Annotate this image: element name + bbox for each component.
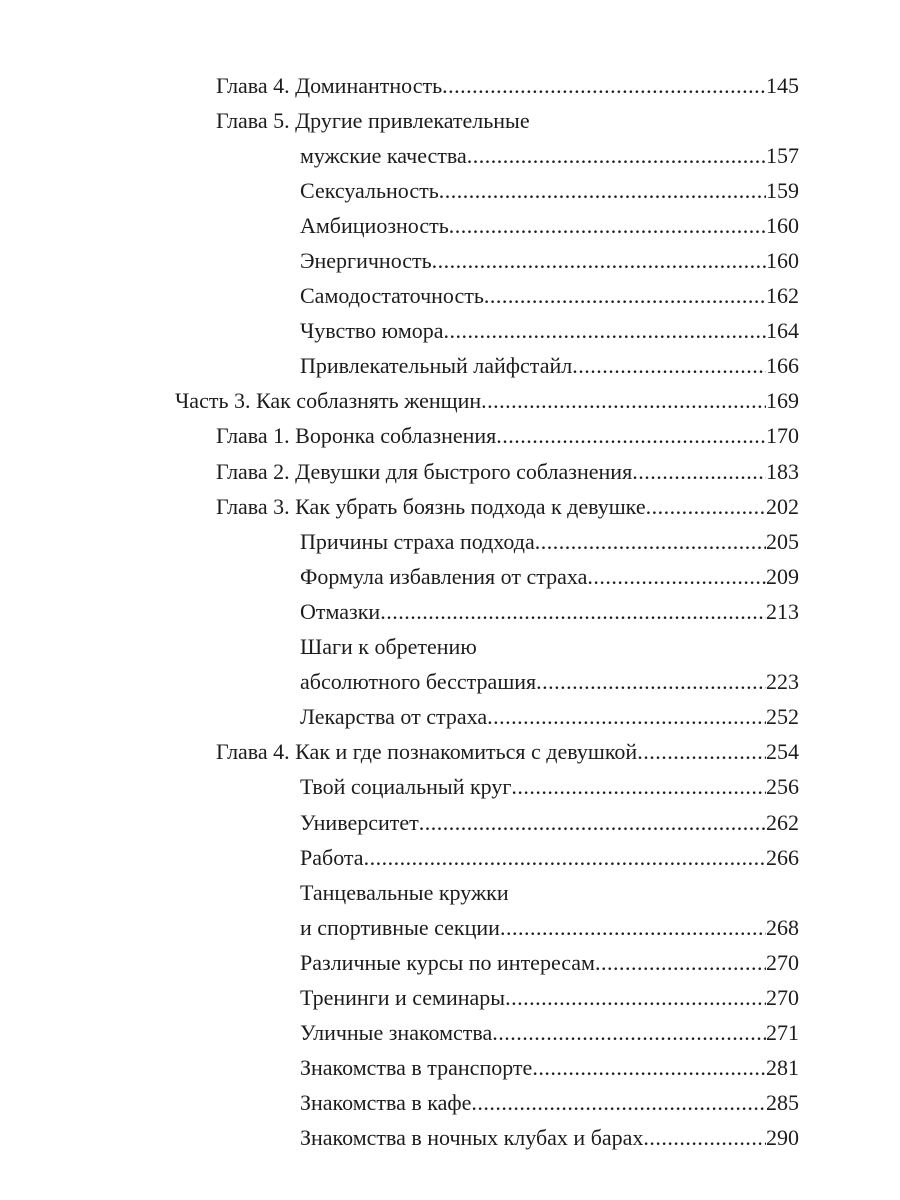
toc-line — [300, 630, 799, 665]
toc-entry-page: 281 — [766, 1055, 799, 1081]
toc-entry — [0, 594, 900, 629]
dot-leader — [419, 810, 766, 836]
table-of-contents — [0, 68, 900, 1156]
toc-entry — [0, 735, 900, 770]
toc-line — [300, 1016, 799, 1051]
toc-line — [216, 735, 799, 770]
dot-leader — [505, 985, 766, 1011]
toc-line — [216, 454, 799, 489]
dot-leader — [481, 388, 766, 414]
toc-line — [216, 103, 799, 138]
toc-entry — [0, 419, 900, 454]
toc-entry-page: 164 — [766, 318, 799, 344]
toc-entry — [0, 559, 900, 594]
toc-line — [216, 68, 799, 103]
toc-line — [300, 910, 799, 945]
toc-entry — [0, 243, 900, 278]
toc-entry — [0, 68, 900, 103]
dot-leader — [484, 283, 766, 309]
toc-entry-page: 202 — [766, 493, 799, 519]
dot-leader — [637, 739, 766, 765]
toc-entry-title: Глава 3. Как убрать боязнь подхода к девушке — [216, 493, 646, 519]
toc-entry-title: Причины страха подхода — [300, 528, 535, 554]
toc-entry — [0, 454, 900, 489]
toc-entry-page: 290 — [766, 1125, 799, 1151]
toc-entry — [0, 1086, 900, 1121]
toc-entry-page: 183 — [766, 458, 799, 484]
toc-entry-title: Различные курсы по интересам — [300, 949, 595, 975]
toc-entry — [0, 980, 900, 1015]
toc-entry — [0, 665, 900, 700]
toc-entry-page: 162 — [766, 283, 799, 309]
dot-leader — [572, 353, 766, 379]
dot-leader — [643, 1125, 766, 1151]
toc-entry-title: Сексуальность — [300, 177, 439, 203]
toc-entry-page: 209 — [766, 563, 799, 589]
toc-entry-page: 169 — [766, 388, 799, 414]
toc-entry-title: Работа — [300, 844, 364, 870]
toc-entry-page: 160 — [766, 248, 799, 274]
toc-entry-title: Знакомства в транспорте — [300, 1055, 533, 1081]
dot-leader — [471, 1090, 766, 1116]
toc-entry — [0, 1121, 900, 1156]
toc-entry-title: Самодостаточность — [300, 283, 484, 309]
toc-entry — [0, 489, 900, 524]
toc-entry-title: мужские качества — [300, 142, 467, 168]
toc-line — [300, 349, 799, 384]
dot-leader — [492, 1020, 766, 1046]
toc-entry-page: 256 — [766, 774, 799, 800]
toc-entry-page: 170 — [766, 423, 799, 449]
toc-entry — [0, 910, 900, 945]
toc-entry-page: 254 — [766, 739, 799, 765]
toc-line — [300, 665, 799, 700]
toc-entry-title: абсолютного бесстрашия — [300, 669, 537, 695]
toc-entry — [0, 700, 900, 735]
toc-entry — [0, 945, 900, 980]
toc-line — [216, 489, 799, 524]
toc-entry-page: 266 — [766, 844, 799, 870]
toc-entry-title: Отмазки — [300, 598, 381, 624]
toc-line — [300, 243, 799, 278]
dot-leader — [496, 423, 766, 449]
toc-entry-page: 166 — [766, 353, 799, 379]
toc-line — [300, 1086, 799, 1121]
toc-entry-title: Глава 2. Девушки для быстрого соблазнения — [216, 458, 633, 484]
toc-entry-page: 213 — [766, 598, 799, 624]
toc-entry — [0, 279, 900, 314]
toc-entry-title: Университет — [300, 809, 419, 835]
toc-line — [300, 173, 799, 208]
toc-line — [300, 559, 799, 594]
toc-line — [300, 770, 799, 805]
toc-entry — [0, 349, 900, 384]
dot-leader — [364, 845, 766, 871]
dot-leader — [467, 143, 766, 169]
dot-leader — [536, 669, 766, 695]
dot-leader — [487, 704, 766, 730]
toc-entry-title: Глава 1. Воронка соблазнения — [216, 423, 497, 449]
toc-line — [300, 524, 799, 559]
dot-leader — [595, 950, 766, 976]
toc-entry-title: Лекарства от страха — [300, 704, 488, 730]
toc-entry-title: Тренинги и семинары — [300, 984, 506, 1010]
toc-entry — [0, 314, 900, 349]
toc-line — [175, 384, 799, 419]
toc-entry-title: Танцевальные кружки — [300, 879, 509, 905]
dot-leader — [500, 915, 766, 941]
toc-entry-title: Амбициозность — [300, 212, 449, 238]
toc-entry — [0, 384, 900, 419]
toc-entry-page: 285 — [766, 1090, 799, 1116]
toc-entry-title: Знакомства в ночных клубах и барах — [300, 1125, 644, 1151]
toc-entry-title: Часть 3. Как соблазнять женщин — [175, 388, 482, 414]
toc-entry-title: Глава 5. Другие привлекательные — [216, 107, 530, 133]
toc-line — [300, 208, 799, 243]
dot-leader — [532, 1055, 766, 1081]
dot-leader — [444, 318, 766, 344]
toc-entry — [0, 138, 900, 173]
toc-line — [300, 700, 799, 735]
dot-leader — [535, 529, 766, 555]
toc-entry-page: 252 — [766, 704, 799, 730]
toc-entry — [0, 173, 900, 208]
toc-line — [300, 1051, 799, 1086]
toc-entry-page: 157 — [766, 142, 799, 168]
dot-leader — [646, 494, 766, 520]
toc-entry-page: 145 — [766, 72, 799, 98]
toc-entry — [0, 770, 900, 805]
toc-entry-page: 270 — [766, 984, 799, 1010]
toc-line — [300, 314, 799, 349]
toc-entry-page: 271 — [766, 1020, 799, 1046]
toc-line — [300, 945, 799, 980]
toc-entry-page: 160 — [766, 212, 799, 238]
toc-entry-page: 262 — [766, 809, 799, 835]
toc-entry-title: Шаги к обретению — [300, 634, 477, 660]
toc-entry-page: 270 — [766, 949, 799, 975]
toc-line — [216, 419, 799, 454]
dot-leader — [511, 774, 766, 800]
dot-leader — [449, 213, 766, 239]
dot-leader — [632, 459, 766, 485]
toc-entry-title: Твой социальный круг — [300, 774, 512, 800]
toc-entry-title: Уличные знакомства — [300, 1020, 493, 1046]
toc-line — [300, 875, 799, 910]
toc-entry — [0, 103, 900, 138]
toc-entry-title: Формула избавления от страха — [300, 563, 588, 589]
toc-entry — [0, 1051, 900, 1086]
toc-entry-title: и спортивные секции — [300, 914, 500, 940]
toc-entry — [0, 1016, 900, 1051]
toc-entry-title: Глава 4. Как и где познакомиться с девушкой — [216, 739, 638, 765]
dot-leader — [587, 564, 766, 590]
toc-line — [300, 805, 799, 840]
toc-line — [300, 1121, 799, 1156]
toc-entry-page: 268 — [766, 914, 799, 940]
toc-entry — [0, 840, 900, 875]
dot-leader — [442, 73, 766, 99]
toc-entry-title: Чувство юмора — [300, 318, 444, 344]
toc-entry — [0, 630, 900, 665]
toc-entry-page: 223 — [766, 669, 799, 695]
toc-entry-title: Глава 4. Доминантность — [216, 72, 443, 98]
toc-entry — [0, 875, 900, 910]
toc-line — [300, 594, 799, 629]
toc-entry — [0, 208, 900, 243]
toc-line — [300, 980, 799, 1015]
toc-line — [300, 840, 799, 875]
dot-leader — [380, 599, 766, 625]
toc-entry-page: 205 — [766, 528, 799, 554]
toc-entry-page: 159 — [766, 177, 799, 203]
toc-entry-title: Энергичность — [300, 248, 432, 274]
toc-entry-title: Знакомства в кафе — [300, 1090, 472, 1116]
toc-entry — [0, 805, 900, 840]
toc-line — [300, 279, 799, 314]
toc-entry — [0, 524, 900, 559]
toc-entry-title: Привлекательный лайфстайл — [300, 353, 573, 379]
dot-leader — [432, 248, 766, 274]
toc-line — [300, 138, 799, 173]
dot-leader — [439, 178, 766, 204]
